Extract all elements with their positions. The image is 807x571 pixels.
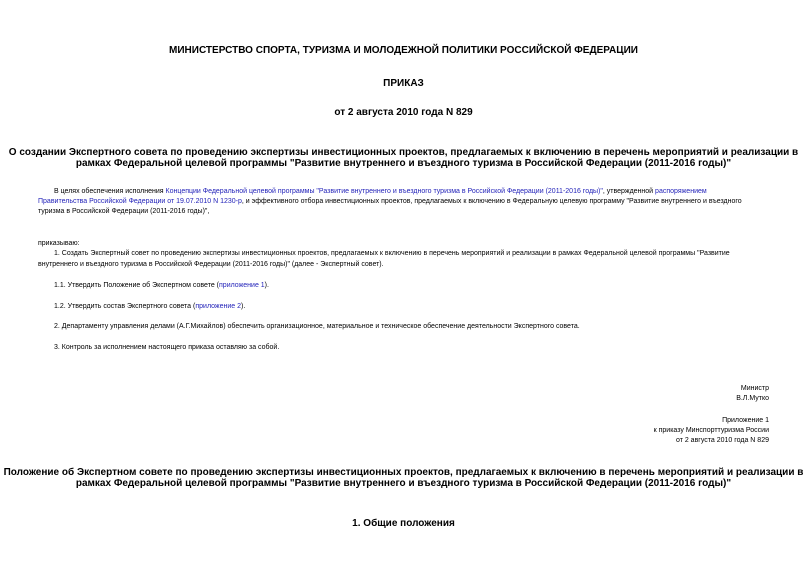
item-1-1-end: ). xyxy=(264,282,269,289)
signature-position: Министр xyxy=(740,385,769,392)
preamble-rest: , и эффективного отбора инвестиционных проектов, предлагаемых к включению в Федеральную целевую программу "Развитие внутреннего и въездного xyxy=(241,198,742,205)
prikazyvayu-text: приказываю: xyxy=(38,240,80,247)
appendix-title-line-2: рамках Федеральной целевой программы "Развитие внутреннего и въездного туризма в Российской Федерации (2011-2016 годы)" xyxy=(75,478,732,489)
appendix-1-link[interactable]: приложение 1 xyxy=(219,282,265,289)
section-1-heading: 1. Общие положения xyxy=(352,518,455,529)
ministry-heading: МИНИСТЕРСТВО СПОРТА, ТУРИЗМА И МОЛОДЕЖНОЙ ПОЛИТИКИ РОССИЙСКОЙ ФЕДЕРАЦИИ xyxy=(169,45,638,56)
item-3: 3. Контроль за исполнением настоящего приказа оставляю за собой. xyxy=(54,344,280,351)
item-1-1 xyxy=(54,281,269,291)
item-1-2-end: ). xyxy=(241,303,246,310)
preamble-line-1 xyxy=(54,187,707,197)
signature-name: В.Л.Мутко xyxy=(736,395,769,402)
doc-type-heading: ПРИКАЗ xyxy=(383,78,424,89)
decree-link-part2[interactable]: Правительства Российской Федерации от 19.07.2010 N 1230-р xyxy=(38,198,242,205)
order-date-number: от 2 августа 2010 года N 829 xyxy=(334,107,473,118)
appendix-to-order: к приказу Минспорттуризма России xyxy=(653,427,769,434)
preamble-line-2 xyxy=(38,197,742,207)
item-1-2 xyxy=(54,302,245,312)
order-title-line-2: рамках Федеральной целевой программы "Развитие внутреннего и въездного туризма в Российской Федерации (2011-2016 годы)" xyxy=(75,158,732,169)
item-1-line-1: 1. Создать Экспертный совет по проведению экспертизы инвестиционных проектов, предлагаемых к включению в перечень мероприятий и реализации в рамках Федеральной целевой программы "Развитие xyxy=(54,250,730,257)
preamble-line-3: туризма в Российской Федерации (2011-2016 годы)", xyxy=(38,208,210,215)
appendix-date-number: от 2 августа 2010 года N 829 xyxy=(675,437,769,444)
item-1-2-text: 1.2. Утвердить состав Экспертного совета ( xyxy=(54,303,196,310)
item-2: 2. Департаменту управления делами (А.Г.Михайлов) обеспечить организационное, материальное и техническое обеспечение деятельности Экспертного совета. xyxy=(54,323,580,330)
appendix-label: Приложение 1 xyxy=(722,417,769,424)
preamble-start: В целях обеспечения исполнения xyxy=(54,188,166,195)
concept-link[interactable]: Концепции Федеральной целевой программы "Развитие внутреннего и въездного туризма в Российской Федерации (2011-2016 годы)" xyxy=(165,188,603,195)
item-1-line-2: внутреннего и въездного туризма в Российской Федерации (2011-2016 годы)" (далее - Экспертный совет). xyxy=(38,261,384,268)
appendix-2-link[interactable]: приложение 2 xyxy=(195,303,242,310)
appendix-title-line-1: Положение об Экспертном совете по проведению экспертизы инвестиционных проектов, предлагаемых к включению в перечень мероприятий и реализации в xyxy=(3,467,804,478)
item-1-1-text: 1.1. Утвердить Положение об Экспертном совете ( xyxy=(54,282,220,289)
preamble-mid: , утвержденной xyxy=(602,188,656,195)
decree-link-part1[interactable]: распоряжением xyxy=(655,188,707,195)
order-title-line-1: О создании Экспертного совета по проведению экспертизы инвестиционных проектов, предлагаемых к включению в перечень мероприятий и реализации в xyxy=(8,147,799,158)
